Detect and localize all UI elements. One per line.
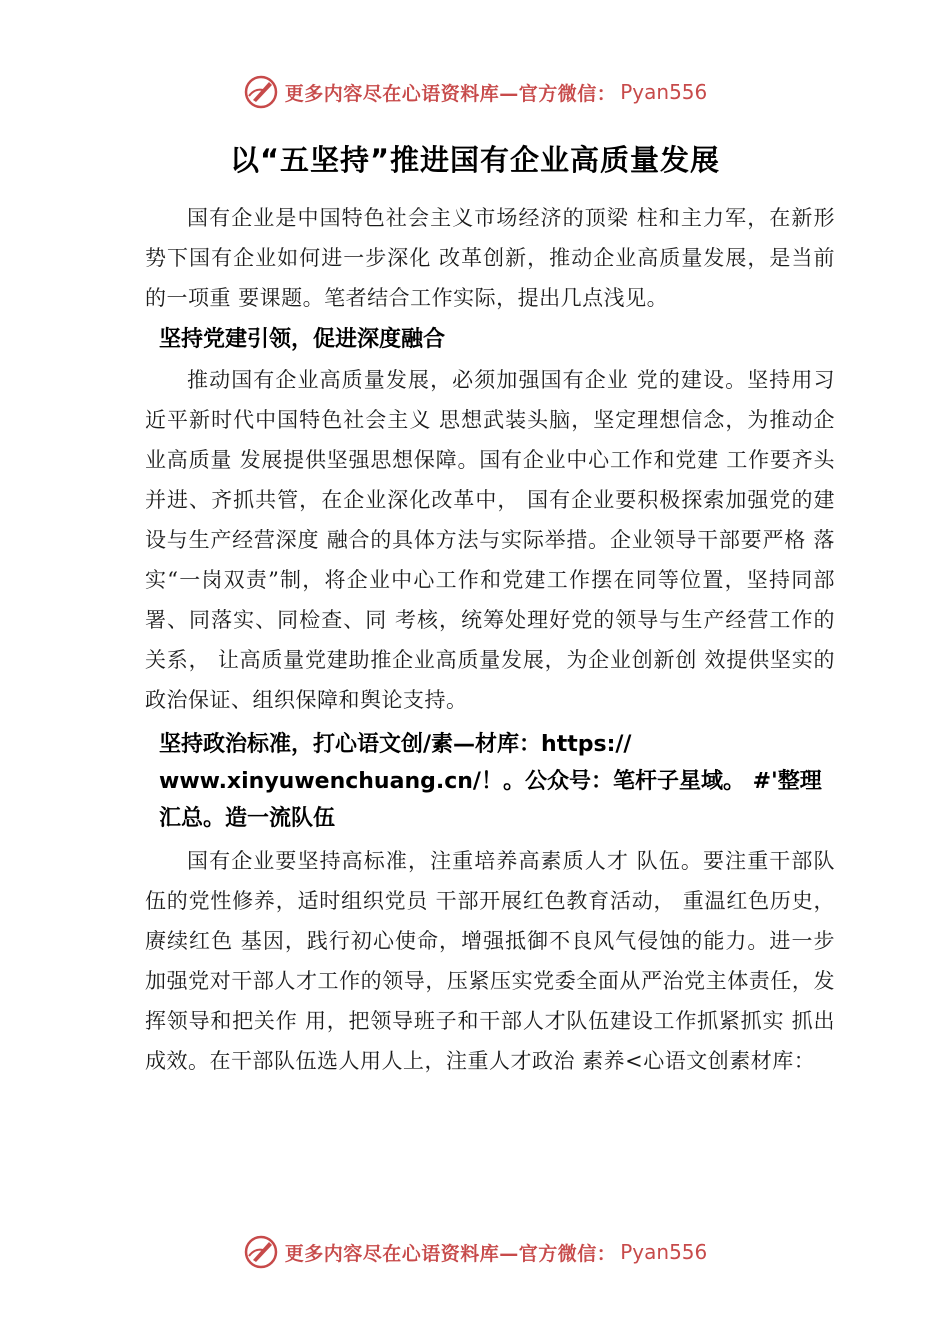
article-body <box>145 198 835 1081</box>
banner-wechat-id: Pyan556 <box>620 1240 708 1264</box>
section-paragraph-1: 推动国有企业高质量发展，必须加强国有企业 党的建设。坚持用习近平新时代中国特色社会主义 思想武装头脑，坚定理想信念，为推动企业高质量 发展提供坚强思想保障。国有企业中心工作和党建 工作要齐头并进、齐抓共管，在企业深化改革中， 国有企业要积极探索加强党的建设与生产经营深度 融合的具体方法与实际举措。企业领导干部要严格 落实“一岗双责”制，将企业中心工作和党建工作摆在同等位置，坚持同部署、同落实、同检查、同 考核，统筹处理好党的领导与生产经营工作的关系， 让高质量党建助推企业高质量发展，为企业创新创 效提供坚实的政治保证、组织保障和舆论支持。 <box>145 368 835 712</box>
pen-logo-icon <box>243 74 279 110</box>
footer-banner <box>0 1232 950 1272</box>
section-heading-2: 坚持政治标准，打心语文创/素—材库：https:// www.xinyuwenchuang.cn/！。公众号：笔杆子星域。 #'整理汇总。造一流队伍 <box>159 732 822 831</box>
banner-wechat-id: Pyan556 <box>620 80 708 104</box>
header-banner <box>0 72 950 112</box>
section-heading-1: 坚持党建引领，促进深度融合 <box>159 327 446 352</box>
intro-paragraph: 国有企业是中国特色社会主义市场经济的顶梁 柱和主力军，在新形势下国有企业如何进一步深化 改革创新，推动企业高质量发展，是当前的一项重 要课题。笔者结合工作实际，提出几点浅见。 <box>145 206 835 310</box>
section-paragraph-2: 国有企业要坚持高标准，注重培养高素质人才 队伍。要注重干部队伍的党性修养，适时组织党员 干部开展红色教育活动， 重温红色历史，赓续红色 基因，践行初心使命，增强抵御不良风气侵蚀的能力。进一步加强党对干部人才工作的领导，压紧压实党委全面从严治党主体责任，发挥领导和把关作 用，把领导班子和干部人才队伍建设工作抓紧抓实 抓出成效。在干部队伍选人用人上，注重人才政治 素养<心语文创素材库： <box>145 849 835 1073</box>
banner-text: 更多内容尽在心语资料库—官方微信： <box>284 82 617 105</box>
pen-logo-icon <box>243 1234 279 1270</box>
banner-text: 更多内容尽在心语资料库—官方微信： <box>284 1242 617 1265</box>
page-title: 以“五坚持”推进国有企业高质量发展 <box>229 143 721 177</box>
